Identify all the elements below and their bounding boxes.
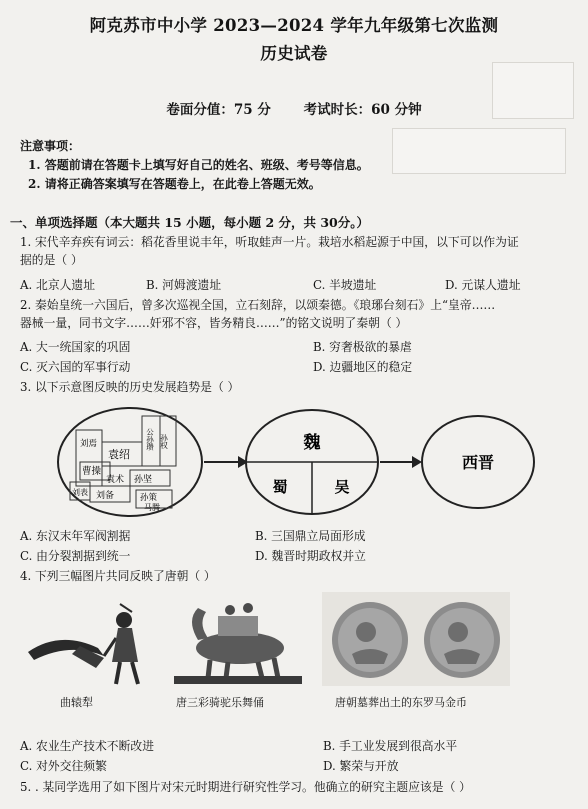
wu-label: 吴: [334, 478, 350, 496]
shu-label: 蜀: [272, 478, 288, 496]
western-jin-label: 西晋: [461, 453, 495, 472]
option-c: C. 灭六国的军事行动: [20, 360, 131, 374]
time-label: 考试时长：60 分钟: [303, 102, 422, 118]
option-d: D. 繁荣与开放: [323, 759, 399, 773]
option-d: D. 边疆地区的稳定: [313, 360, 413, 374]
warlord-label: 孙权: [159, 434, 169, 449]
question-2: [20, 296, 575, 332]
warlord-label: 孙策: [140, 493, 158, 503]
question-4: [20, 567, 575, 585]
option-a: A. 北京人遗址: [20, 278, 96, 292]
image-caption: 曲辕犁: [60, 696, 93, 709]
curved-plough-image: [20, 590, 160, 688]
option-a: A. 大一统国家的巩固: [20, 340, 131, 354]
option-a: A. 农业生产技术不断改进: [20, 739, 154, 753]
question-stem: 4. 下列三幅图片共同反映了唐朝（ ）: [20, 569, 216, 583]
wei-label: 魏: [303, 433, 321, 453]
exam-subject: 历史试卷: [260, 44, 328, 63]
question-stem: 1. 宋代辛弃疾有词云：稻花香里说丰年，听取蛙声一片。栽培水稻起源于中国，以下可以作为证: [20, 235, 519, 249]
warlord-label: 公孙瓒: [145, 428, 155, 451]
warlord-label: 曹操: [82, 466, 102, 477]
option-c: C. 半坡遗址: [313, 278, 377, 292]
option-a: A. 东汉末年军阀割据: [20, 529, 131, 543]
warlord-label: 刘表: [72, 488, 88, 497]
three-kingdoms-diagram: [40, 402, 550, 520]
warlord-label: 孙坚: [134, 475, 153, 485]
warlord-label: 马腾: [144, 503, 160, 512]
arrow-2-head: [412, 456, 422, 468]
image-caption: 唐三彩骑驼乐舞俑: [176, 696, 264, 709]
option-d: D. 魏晋时期政权并立: [255, 549, 366, 563]
option-c: C. 对外交往频繁: [20, 759, 107, 773]
score-time-line: [0, 98, 588, 118]
question-5: [20, 778, 575, 796]
question-3: [20, 378, 575, 396]
question-stem: 5. . 某同学选用了如下图片对宋元时期进行研究性学习。他确立的研究主题应该是（ ）: [20, 780, 471, 794]
option-d: D. 元谋人遗址: [445, 278, 521, 292]
note-item: 1. 答题前请在答题卡上填写好自己的姓名、班级、考号等信息。: [28, 158, 369, 172]
question-1: [20, 233, 575, 269]
bleed-through-box: [392, 128, 566, 174]
section-title: 一、单项选择题（本大题共 15 小题，每小题 2 分，共 30分。）: [10, 215, 369, 230]
question-stem: 2. 秦始皇统一六国后，曾多次巡视全国，立石刻辞，以颂秦德。《琅琊台刻石》上“皇帝……: [20, 298, 496, 312]
warlord-label: 刘焉: [80, 439, 98, 449]
option-b: B. 三国鼎立局面形成: [255, 529, 366, 543]
warlord-label: 刘备: [96, 491, 115, 501]
warlord-label: 袁术: [106, 475, 125, 485]
byzantine-gold-coins-image: [322, 592, 510, 686]
option-b: B. 手工业发展到很高水平: [323, 739, 458, 753]
notes-heading: 注意事项：: [20, 139, 81, 153]
option-c: C. 由分裂割据到统一: [20, 549, 131, 563]
exam-title: 阿克苏市中小学 2023—2024 学年九年级第七次监测: [89, 16, 499, 35]
option-b: B. 河姆渡遗址: [146, 278, 222, 292]
option-b: B. 穷奢极欲的暴虐: [313, 340, 412, 354]
question-stem: 器械一量，同书文字……奸邪不容，皆务精良……”的铭文说明了秦朝（ ）: [20, 316, 408, 330]
warlord-label: 袁绍: [108, 448, 130, 461]
question-stem: 据的是（ ）: [20, 253, 83, 267]
score-label: 卷面分值：75 分: [166, 102, 271, 118]
image-caption: 唐朝墓葬出土的东罗马金币: [335, 696, 467, 709]
note-item: 2. 请将正确答案填写在答题卷上，在此卷上答题无效。: [28, 177, 321, 191]
question-stem: 3. 以下示意图反映的历史发展趋势是（ ）: [20, 380, 240, 394]
tang-camel-figurine-image: [168, 590, 308, 688]
